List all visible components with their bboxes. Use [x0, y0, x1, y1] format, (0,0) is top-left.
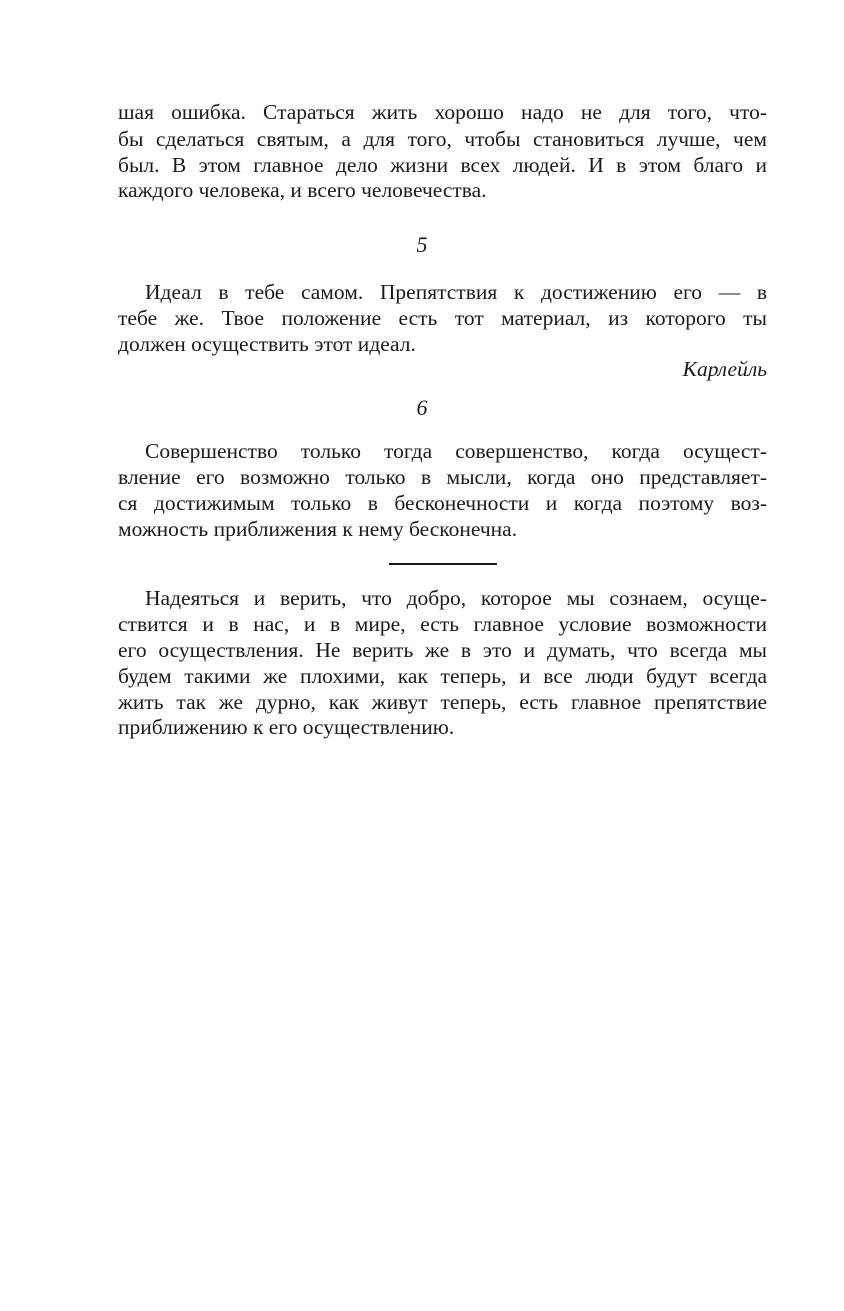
paragraph-line: должен осуществить этот идеал.	[118, 332, 416, 356]
paragraph-line: будем такими же плохими, как теперь, и все люди будут всегда	[118, 664, 767, 688]
paragraph-line: Надеяться и верить, что добро, которое мы сознаем, осуще-	[145, 586, 767, 610]
paragraph-line: ствится и в нас, и в мире, есть главное условие возможности	[118, 612, 767, 636]
paragraph-line: приближению к его осуществлению.	[118, 715, 455, 739]
paragraph-line: Идеал в тебе самом. Препятствия к достижению его — в	[145, 280, 767, 304]
paragraph-line: вление его возможно только в мысли, когда оно представляет-	[118, 465, 767, 489]
paragraph-line: можность приближения к нему бесконечна.	[118, 517, 518, 541]
paragraph-line: был. В этом главное дело жизни всех людей. И в этом благо и	[118, 153, 767, 177]
section-divider	[389, 563, 497, 565]
paragraph-line: его осуществления. Не верить же в это и думать, что всегда мы	[118, 638, 767, 662]
paragraph-line: Совершенство только тогда совершенство, когда осущест-	[145, 439, 767, 463]
paragraph-line: бы сделаться святым, а для того, чтобы становиться лучше, чем	[118, 127, 767, 151]
quote-attribution: Карлейль	[682, 357, 767, 381]
paragraph-line: жить так же дурно, как живут теперь, есть главное препятствие	[118, 690, 767, 714]
paragraph-line: шая ошибка. Стараться жить хорошо надо не для того, что-	[118, 100, 767, 124]
section-number-6: 6	[416, 395, 428, 420]
paragraph-line: ся достижимым только в бесконечности и когда поэтому воз-	[118, 491, 767, 515]
paragraph-line: каждого человека, и всего человечества.	[118, 178, 487, 202]
section-number-5: 5	[416, 232, 428, 257]
paragraph-line: тебе же. Твое положение есть тот материал, из которого ты	[118, 306, 767, 330]
